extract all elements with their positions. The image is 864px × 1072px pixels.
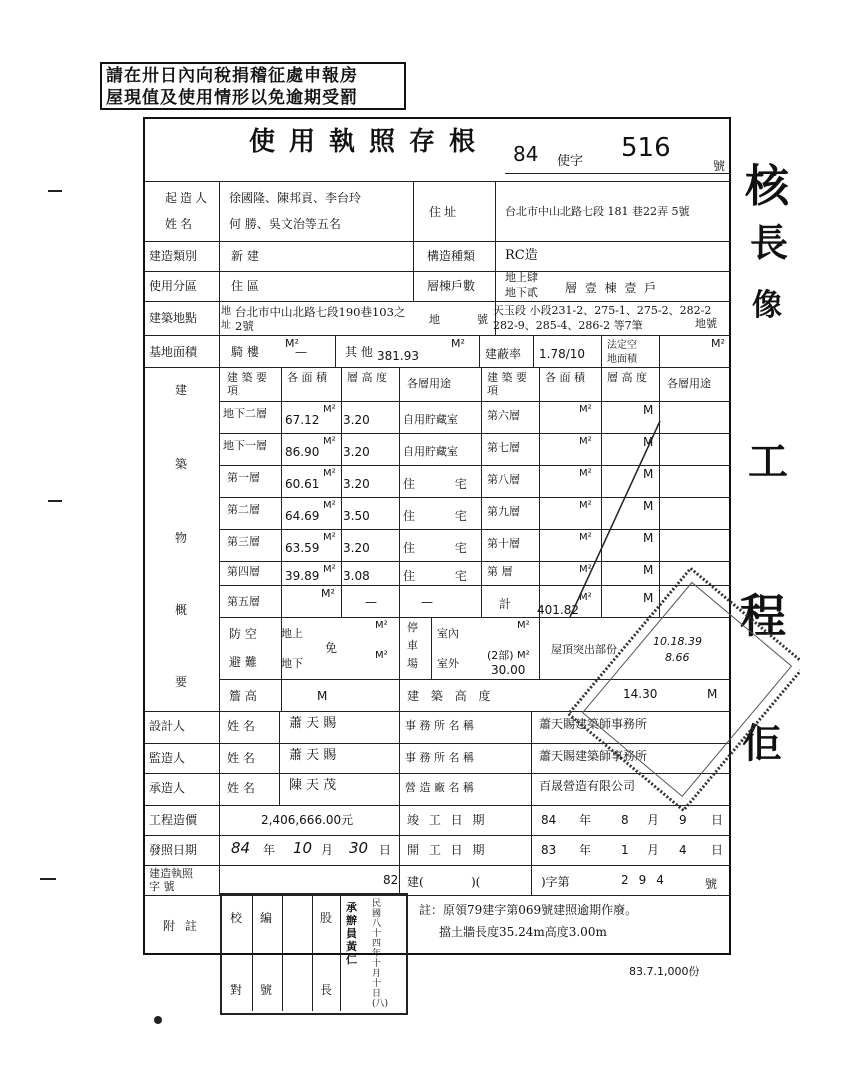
builder-label-bottom: 姓名 [165, 217, 196, 231]
stamp-cell: 編 [260, 911, 273, 925]
right-floor-name: 第十層 [487, 537, 520, 550]
permit-ref-middle: )( [471, 875, 481, 889]
stamp-cell: 校 [230, 911, 243, 925]
completion-day: 9 [679, 813, 687, 827]
legal-unit: M² [711, 337, 725, 350]
building-side-3: 物 [175, 531, 191, 545]
floor-use: 自用貯藏室 [403, 445, 458, 458]
year-char: 年 [579, 843, 592, 857]
right-floor-name: 第八層 [487, 473, 520, 486]
permit-office-char: 使字 [557, 154, 584, 169]
hdr-use-right: 各層用途 [667, 377, 711, 390]
floor-area: 60.61 [285, 477, 320, 491]
margin-mark [48, 500, 62, 502]
right-floor-name: 第 層 [487, 565, 513, 578]
parking-count: (2部) [487, 649, 514, 662]
tax-notice-box [100, 62, 406, 110]
stamp-cell: 股 [320, 911, 333, 925]
coverage-label: 建蔽率 [485, 347, 522, 361]
name-label: 姓 名 [227, 781, 255, 795]
floor-area: 86.90 [285, 445, 320, 459]
form-title: 使用執照存根 [249, 127, 490, 157]
company-label: 營 造 廠 名 稱 [405, 781, 474, 794]
roof-value-2: 8.66 [665, 651, 690, 664]
builder-address: 台北市中山北路七段 181 巷22弄 5號 [505, 205, 690, 218]
floors-rest: 層 壹 棟 壹 戶 [565, 281, 659, 295]
notice-line-1: 請在卅日內向稅捐稽征處申報房 [106, 66, 358, 86]
name-label: 姓 名 [227, 751, 255, 765]
notes-label: 附 註 [163, 919, 200, 933]
start-day: 4 [679, 843, 687, 857]
address-label: 住址 [429, 205, 460, 219]
stamp-date: 民國八十四年十月十日(八) [372, 899, 389, 1009]
shelter-value: 免 [325, 641, 338, 655]
day-char: 日 [711, 843, 724, 857]
unit-m2: M² [517, 650, 530, 661]
unit-m2: M² [323, 532, 336, 543]
floor-height: 3.20 [343, 413, 370, 427]
permit-ref-close: )字第 [541, 875, 570, 889]
other-unit: M² [451, 337, 465, 350]
unit-m2: M² [579, 500, 592, 511]
day-char: 日 [711, 813, 724, 827]
margin-char: 程 [740, 589, 786, 643]
building-side-5: 要 [175, 675, 191, 689]
right-floor-name: 第六層 [487, 409, 520, 422]
issue-year: 84 [231, 839, 251, 857]
shelter-below: 地下 [281, 657, 303, 670]
permit-stub-form: 使用執照存根 84 使字 516 號 起造人 姓名 徐國隆、陳邦貢、李台玲 何 勝、吳文治等五名 住址 台北市中山北路七段 181 巷22弄 5號 建造類別 新 建 構造種類 RC造 使用分區 住 區 層棟戶數 地上肆 地下貳 層 壹 棟 壹 戶 建築地點 地 址 台北市中山北路七段190巷103之 2號 地 號 天玉段 小段231-2、275-1、275-2、282-2 282-9、285-4、286-2 等7筆 地號 基地面積 騎 樓 M² — 其 他 381.93 M² 建蔽率 1.78/10 法定空 地面積 M² 建 築 物 概 要 建 築 要 項 各 面 積 層 高 度 各層用途 建 築 要 項 各 面 積 層 高 度 各層用途 地下二層 67.12 3.20 自用貯藏室 地下一層 86.90 3.20 自用貯藏室 第一層 60.61 3.20 住 宅 第二層 64.69 3.50 住 宅 第三層 63.59 3.20 住 宅 第四層 39.89 3.08 住 宅 第五層 M² M² M² M² M² M² M² — — 第六層 第七層 第八層 第九層 第十層 第 層 計 401.82 M² M² M² M² M² M² M² M M M M M M M 防 空 避 難 地上 地下 免 M² M² 停 車 場 室內 室外 (2部) 30.00 M² M² 屋頂突出部份 10.18.39 8.66 簷 高 M 建 築 高 度 14.30 M 設計人 姓 名 蕭 天 賜 事 務 所 名 稱 蕭天賜建築師事務所 監造人 姓 名 蕭 天 賜 事 務 所 名 稱 蕭天賜建築師事務所 承造人 姓 名 陳 天 茂 營 造 廠 名 稱 百晟營造有限公司 工程造價 2,406,666.00元 竣 工 日 期 84 年 8 月 9 日 發照日期 84 年 10 月 30 日 開 工 日 期 83 年 1 月 4 日 建造執照 字 號 82 建( )( )字第 294 號 附 註 註：原領79建字第069號建照逾期作廢。 擋土牆長度35.24m高度3.00m 83.7.1,000份 [143, 117, 731, 955]
floors-label: 層棟戶數 [427, 279, 476, 293]
margin-char: 佢 [742, 720, 782, 767]
unit-m: M [643, 403, 654, 417]
designer-label: 設計人 [149, 719, 186, 733]
completion-label: 竣 工 日 期 [407, 813, 488, 827]
month-char: 月 [647, 843, 660, 857]
parking-value: 30.00 [491, 663, 526, 677]
floor-height: 3.20 [343, 445, 370, 459]
hdr-height-left: 層 高 度 [347, 371, 387, 384]
site-value-2: 2號 [235, 319, 254, 333]
permit-number-suffix: 號 [713, 159, 726, 173]
stamp-name: 承辦員 黃仁 [346, 901, 357, 966]
contractor-label: 承造人 [149, 781, 186, 795]
parking-label-3: 場 [407, 657, 418, 670]
start-year: 83 [541, 843, 557, 857]
zone-value: 住 區 [231, 279, 259, 293]
official-seal [560, 560, 800, 820]
notice-line-2: 屋現值及使用情形以免逾期受罰 [106, 88, 358, 108]
contractor-name: 陳 天 茂 [289, 778, 337, 793]
supervisor-office: 蕭天賜建築師事務所 [539, 749, 648, 763]
floors-below: 地下貳 [505, 286, 538, 299]
permit-label-1: 建造執照 [149, 867, 193, 880]
issue-month: 10 [293, 839, 313, 857]
unit-m2: M² [517, 620, 530, 631]
type-label: 建造類別 [149, 249, 198, 263]
hdr-item-right: 建 築 要 項 [487, 371, 527, 397]
structure-value: RC造 [505, 248, 538, 263]
floor-name: 第三層 [227, 535, 260, 548]
site-sub-1: 地 [221, 306, 231, 317]
right-floor-name: 第七層 [487, 441, 520, 454]
unit-m2: M² [375, 650, 388, 661]
year-char: 年 [263, 843, 276, 857]
parking-label-1: 停 [407, 621, 418, 634]
margin-char: 長 [750, 220, 789, 265]
bldg-height-label: 建 築 高 度 [407, 689, 495, 703]
floor-use: 住 宅 [403, 509, 485, 523]
site-sub-2: 址 [221, 320, 231, 331]
unit-m: M [707, 687, 718, 701]
arcade-unit: M² [285, 337, 299, 350]
lot-value-1: 天玉段 小段231-2、275-1、275-2、282-2 [493, 304, 712, 317]
permit-ref-year: 82 [383, 873, 399, 887]
shelter-label-2: 避 難 [229, 655, 257, 669]
zone-label: 使用分區 [149, 279, 198, 293]
cost-value: 2,406,666.00元 [261, 813, 354, 827]
hdr-height-right: 層 高 度 [607, 371, 647, 384]
shelter-above: 地上 [281, 627, 303, 640]
unit-m2: M² [579, 592, 592, 603]
floor-name: 第一層 [227, 471, 260, 484]
unit-m: M [643, 467, 654, 481]
margin-mark [48, 190, 62, 192]
completion-month: 8 [621, 813, 629, 827]
permit-label-2: 字 號 [149, 880, 175, 893]
print-footer: 83.7.1,000份 [629, 965, 700, 978]
supervisor-name: 蕭 天 賜 [289, 748, 337, 763]
note-line-2: 擋土牆長度35.24m高度3.00m [439, 925, 607, 939]
permit-number: 516 [621, 133, 671, 163]
unit-m: M [317, 689, 328, 703]
roof-value-1: 10.18.39 [653, 635, 702, 648]
floor-name: 第四層 [227, 565, 260, 578]
margin-mark [40, 878, 56, 880]
permit-year: 84 [513, 142, 539, 166]
floor-area: 63.59 [285, 541, 320, 555]
stamp-cell: 長 [320, 983, 333, 997]
unit-m2: M² [579, 564, 592, 575]
cost-label: 工程造價 [149, 813, 198, 827]
floor-use: 住 宅 [403, 477, 485, 491]
structure-label: 構造種類 [427, 249, 476, 263]
floor-area: 64.69 [285, 509, 320, 523]
legal-label-1: 法定空 [607, 340, 637, 351]
site-label: 建築地點 [149, 311, 198, 325]
month-char: 月 [647, 813, 660, 827]
site-value: 台北市中山北路七段190巷103之 [235, 305, 406, 319]
start-month: 1 [621, 843, 629, 857]
floor-use: 住 宅 [403, 569, 485, 583]
note-line-1: 註：原領79建字第069號建照逾期作廢。 [419, 903, 638, 917]
floor-area: 39.89 [285, 569, 320, 583]
unit-m2: M² [323, 436, 336, 447]
stamp-cell: 對 [230, 983, 243, 997]
area-label: 基地面積 [149, 345, 198, 359]
margin-dot [154, 1016, 162, 1024]
floor-name: 地下一層 [223, 439, 267, 452]
unit-m2: M² [579, 404, 592, 415]
unit-m2: M² [323, 468, 336, 479]
floor-name: 地下二層 [223, 407, 267, 420]
arcade-label: 騎 樓 [231, 345, 259, 359]
other-value: 381.93 [377, 349, 419, 363]
office-label: 事 務 所 名 稱 [405, 719, 474, 732]
unit-m2: M² [579, 468, 592, 479]
unit-m: M [643, 499, 654, 513]
parking-label-2: 車 [407, 639, 418, 652]
permit-ref-prefix: 建( [407, 875, 424, 889]
floor-name: 第二層 [227, 503, 260, 516]
unit-m: M [643, 591, 654, 605]
floors-above: 地上肆 [505, 271, 538, 284]
hdr-use-left: 各層用途 [407, 377, 451, 390]
unit-m2: M² [323, 564, 336, 575]
floor-height: 3.20 [343, 477, 370, 491]
building-side-1: 建 [175, 383, 191, 397]
floor-use: 自用貯藏室 [403, 413, 458, 426]
unit-m2: M² [375, 620, 388, 631]
year-char: 年 [579, 813, 592, 827]
total-label: 計 [499, 597, 512, 611]
office-label: 事 務 所 名 稱 [405, 751, 474, 764]
lot-suffix: 地號 [695, 317, 717, 330]
unit-m: M [643, 435, 654, 449]
hdr-area-right: 各 面 積 [545, 371, 585, 384]
other-label: 其 他 [345, 345, 373, 359]
unit-m: M [643, 563, 654, 577]
parking-outdoor: 室外 [437, 657, 459, 670]
hdr-area-left: 各 面 積 [287, 371, 327, 384]
right-floor-name: 第九層 [487, 505, 520, 518]
margin-char: 工 [748, 438, 788, 485]
lot-label-2: 號 [477, 313, 488, 326]
unit-m2: M² [321, 587, 335, 600]
issue-day: 30 [349, 839, 369, 857]
margin-char: 像 [752, 288, 782, 323]
stamp-cell: 號 [260, 983, 273, 997]
unit-m: M [643, 531, 654, 545]
issue-label: 發照日期 [149, 843, 198, 857]
unit-m2: M² [579, 436, 592, 447]
contractor-company: 百晟營造有限公司 [539, 779, 636, 793]
eaves-label: 簷 高 [229, 689, 257, 703]
supervisor-label: 監造人 [149, 751, 186, 765]
floor-name: 第五層 [227, 595, 260, 608]
parking-indoor: 室內 [437, 627, 459, 640]
floor-height: 3.08 [343, 569, 370, 583]
floor-area: 67.12 [285, 413, 320, 427]
lot-label: 地 [429, 313, 440, 326]
shelter-label-1: 防 空 [229, 627, 257, 641]
total-value: 401.82 [537, 603, 579, 617]
unit-m2: M² [579, 532, 592, 543]
roof-label: 屋頂突出部份 [551, 643, 617, 656]
legal-label-2: 地面積 [607, 354, 637, 365]
start-label: 開 工 日 期 [407, 843, 488, 857]
unit-m2: M² [323, 500, 336, 511]
floor-height: 3.20 [343, 541, 370, 555]
building-side-2: 築 [175, 457, 191, 471]
day-char: 日 [379, 843, 392, 857]
bldg-height-value: 14.30 [623, 687, 658, 701]
designer-office: 蕭天賜建築師事務所 [539, 717, 648, 731]
approval-stamp-block [220, 893, 408, 1015]
coverage-value: 1.78/10 [539, 347, 586, 361]
builder-names-2: 何 勝、吳文治等五名 [229, 217, 341, 231]
type-value: 新 建 [231, 249, 259, 263]
lot-value-2: 282-9、285-4、286-2 等7筆 [493, 319, 643, 332]
permit-ref-number: 294 [621, 873, 674, 887]
month-char: 月 [321, 843, 334, 857]
designer-name: 蕭 天 賜 [289, 716, 337, 731]
floor-use: 住 宅 [403, 541, 485, 555]
builder-names-1: 徐國隆、陳邦貢、李台玲 [229, 191, 362, 205]
floor-height: 3.50 [343, 509, 370, 523]
completion-year: 84 [541, 813, 557, 827]
permit-ref-suffix: 號 [705, 877, 718, 891]
name-label: 姓 名 [227, 719, 255, 733]
hdr-item-left: 建 築 要 項 [227, 371, 267, 397]
building-side-4: 概 [175, 603, 191, 617]
unit-m2: M² [323, 404, 336, 415]
margin-char: 核 [745, 161, 789, 212]
builder-label-top: 起造人 [165, 191, 211, 205]
